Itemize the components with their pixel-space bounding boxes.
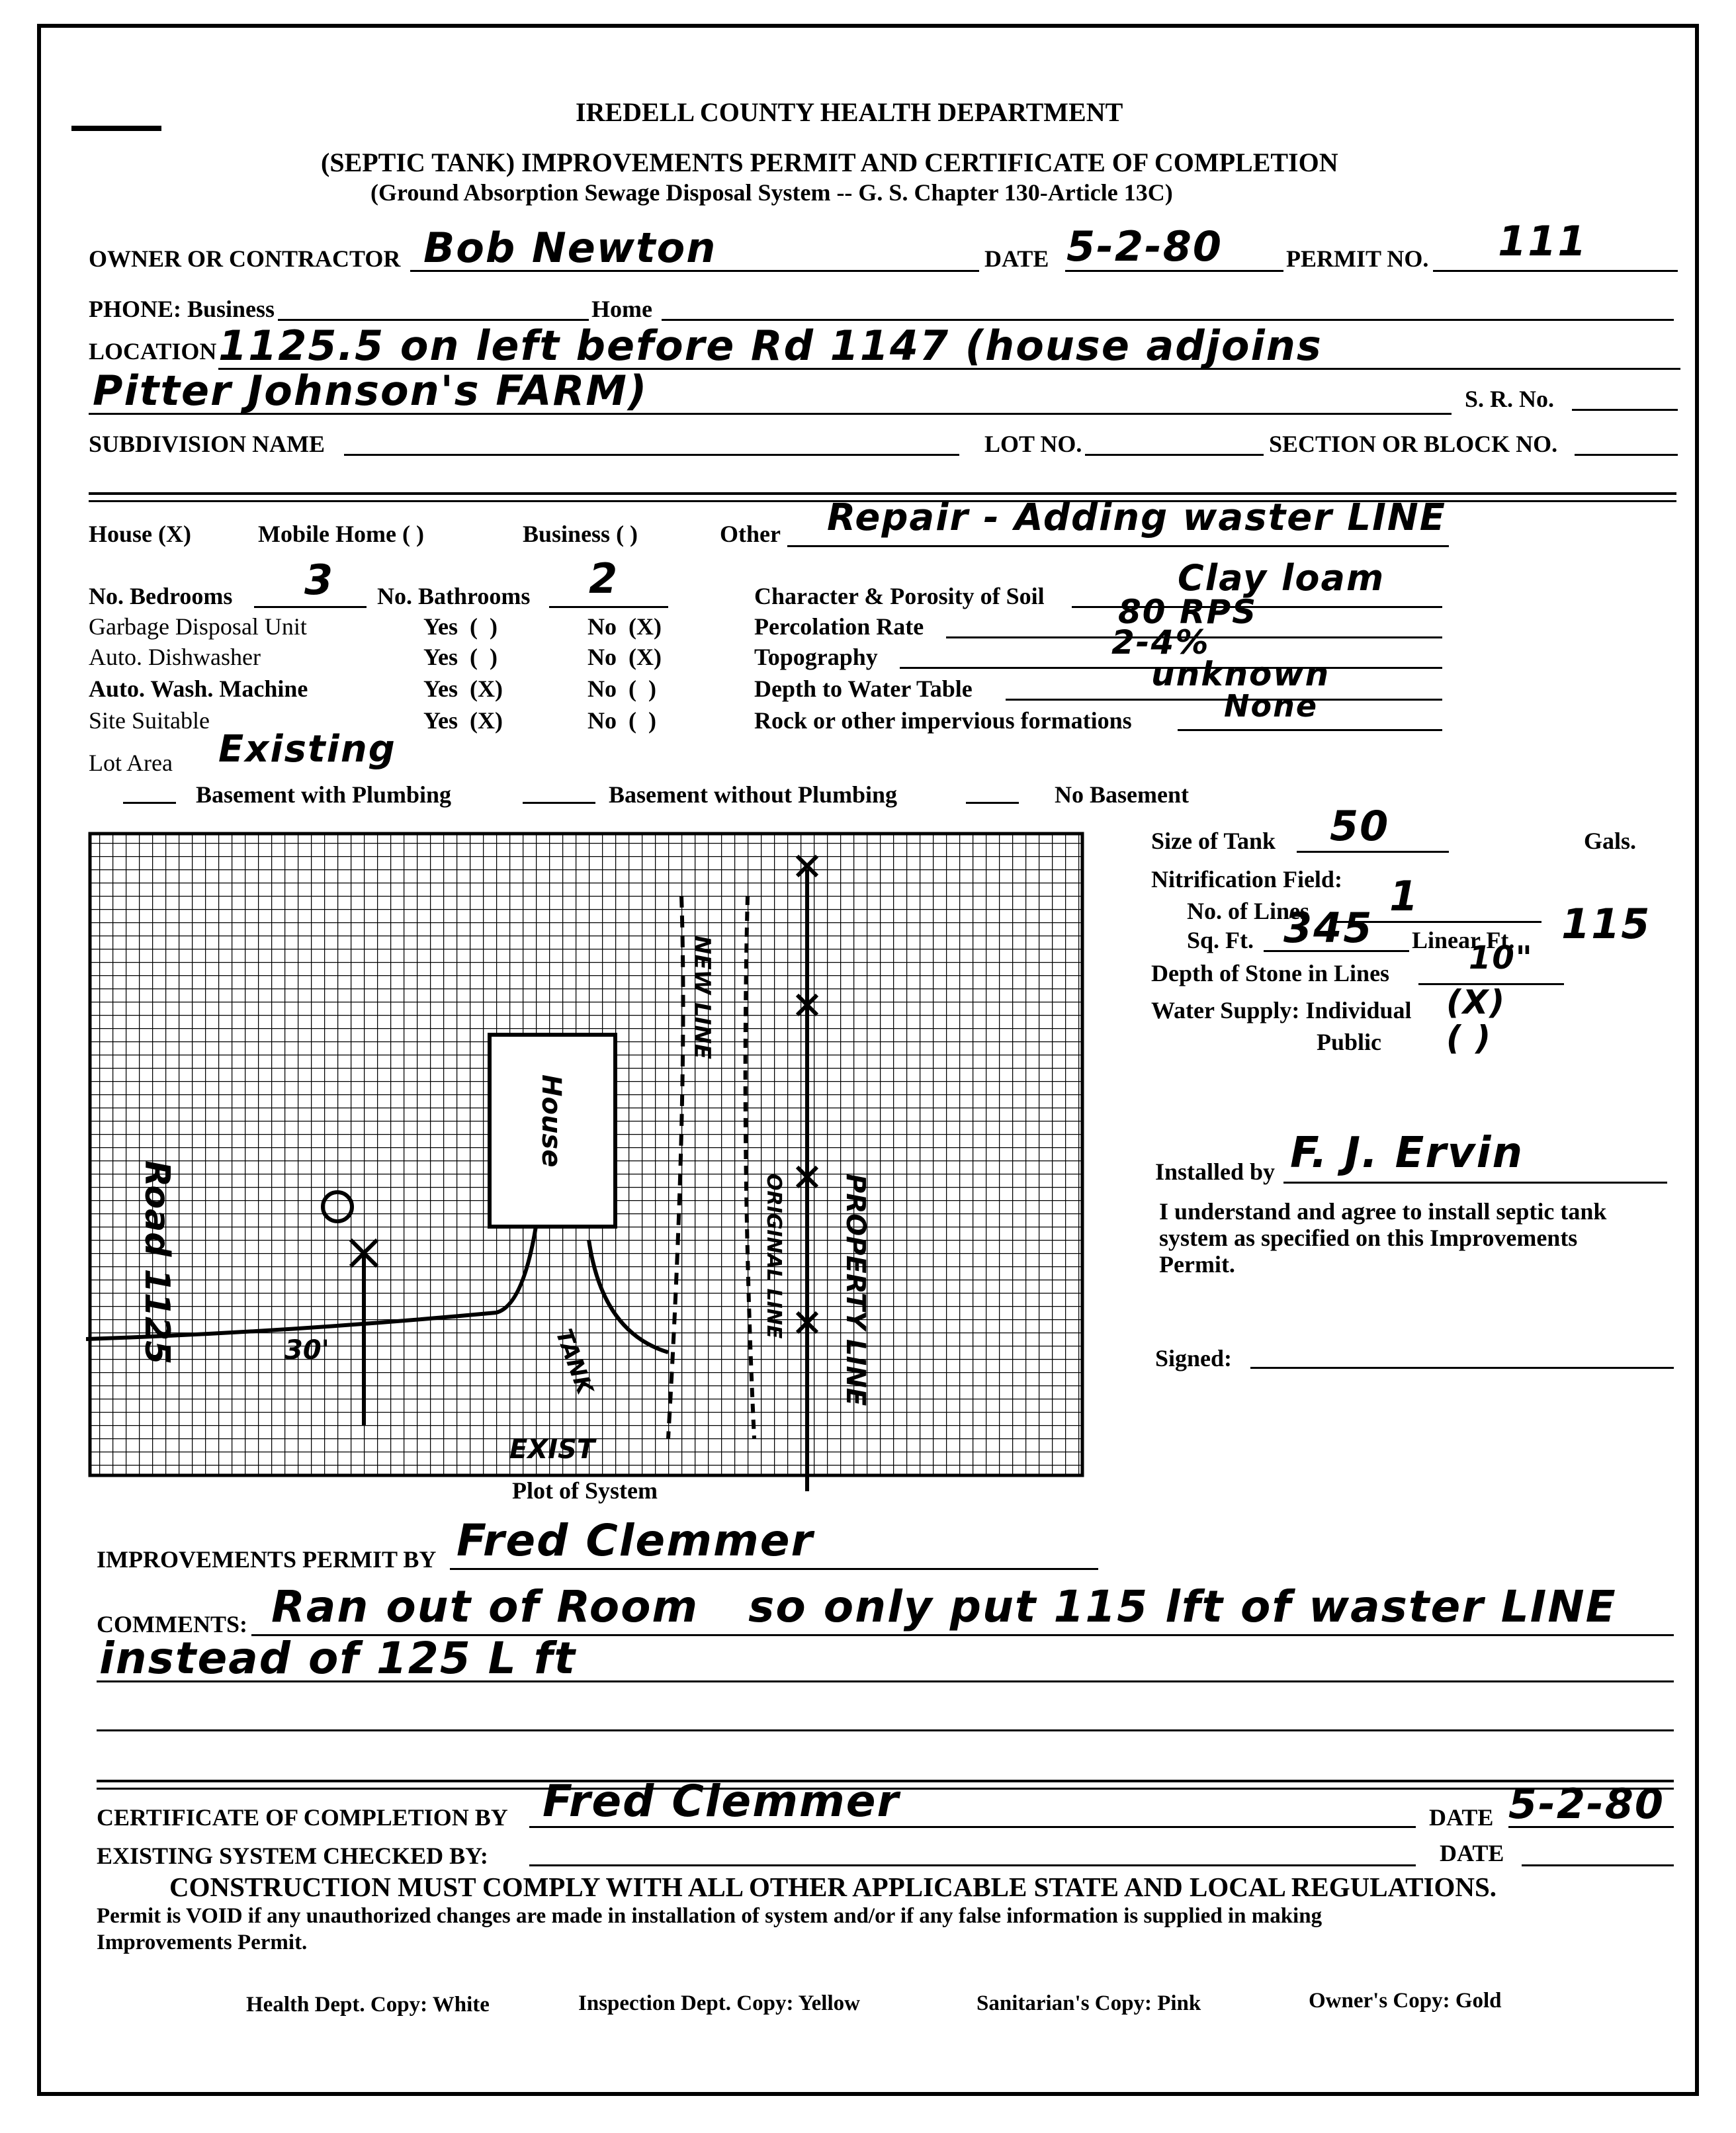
basement-plumbing-line: [123, 802, 176, 804]
rock-label: Rock or other impervious formations: [754, 707, 1132, 734]
location-value-1: 1125.5 on left before Rd 1147 (house adjoins: [218, 322, 1323, 370]
certificate-value: Fred Clemmer: [542, 1776, 900, 1827]
phone-business-line: [278, 319, 589, 321]
existing-date-line: [1522, 1864, 1674, 1866]
date-value: 5-2-80: [1066, 222, 1223, 271]
lot-no-label: LOT NO.: [984, 431, 1082, 457]
stone-depth-label: Depth of Stone in Lines: [1151, 960, 1390, 986]
existing-label: EXISTING SYSTEM CHECKED BY:: [97, 1843, 488, 1869]
certificate-date-value: 5-2-80: [1508, 1780, 1665, 1828]
sr-label: S. R. No.: [1465, 386, 1555, 412]
form-subtitle: (Ground Absorption Sewage Disposal System -- G. S. Chapter 130-Article 13C): [370, 179, 1173, 206]
void-notice-1: Permit is VOID if any unauthorized changes are made in installation of system and/or if any false information is supplied in making: [97, 1904, 1323, 1928]
divider-top: [89, 492, 1676, 495]
install-statement-3: Permit.: [1159, 1251, 1235, 1278]
signed-label: Signed:: [1155, 1345, 1233, 1371]
subdivision-line: [344, 454, 959, 456]
certificate-date-label: DATE: [1429, 1804, 1494, 1831]
dishwasher-label: Auto. Dishwasher: [89, 644, 261, 670]
plot-new-line-note: NEW LINE: [689, 936, 715, 1060]
soil-label: Character & Porosity of Soil: [754, 583, 1045, 609]
comments-value-1: Ran out of Room so only put 115 lft of waster LINE: [271, 1581, 1617, 1632]
plot-property-note: PROPERTY LINE: [840, 1174, 871, 1407]
permit-label: PERMIT NO.: [1286, 245, 1429, 272]
site-label: Site Suitable: [89, 707, 210, 734]
bathrooms-line: [549, 606, 668, 608]
comments-value-2: instead of 125 L ft: [99, 1633, 577, 1684]
tank-size-value: 50: [1330, 802, 1390, 850]
rock-value: None: [1224, 688, 1319, 724]
plot-original-line-note: ORIGINAL LINE: [762, 1174, 785, 1339]
nitrification-label: Nitrification Field:: [1151, 866, 1342, 892]
installed-by-label: Installed by: [1155, 1158, 1276, 1185]
public-mark: ( ): [1446, 1019, 1493, 1057]
plot-exist-note: EXIST: [509, 1434, 595, 1465]
owner-value: Bob Newton: [423, 224, 717, 272]
basement-with-plumbing: Basement with Plumbing: [196, 781, 452, 808]
permit-value: 111: [1498, 217, 1588, 265]
health-copy: Health Dept. Copy: White: [246, 1993, 490, 2017]
perc-label: Percolation Rate: [754, 613, 924, 640]
tank-size-line: [1297, 851, 1449, 853]
site-yes: Yes (X): [423, 707, 503, 734]
linear-value: 115: [1561, 900, 1651, 948]
no-basement: No Basement: [1055, 781, 1189, 808]
lot-area-label: Lot Area: [89, 750, 173, 776]
phone-label: PHONE: Business: [89, 296, 275, 322]
lot-area-value: Existing: [218, 728, 396, 771]
basement-no-plumbing-line: [523, 802, 595, 804]
department-title: IREDELL COUNTY HEALTH DEPARTMENT: [576, 97, 1123, 127]
water-table-label: Depth to Water Table: [754, 675, 973, 702]
subdivision-label: SUBDIVISION NAME: [89, 431, 326, 457]
install-statement-2: system as specified on this Improvements: [1159, 1225, 1578, 1251]
individual-mark: (X): [1446, 983, 1506, 1022]
inspection-copy: Inspection Dept. Copy: Yellow: [578, 1991, 860, 2015]
bedrooms-line: [254, 606, 367, 608]
section-label: SECTION OR BLOCK NO.: [1269, 431, 1558, 457]
linear-label: Linear Ft.: [1412, 927, 1515, 953]
house-option: House (X): [89, 521, 191, 547]
sqft-label: Sq. Ft.: [1187, 927, 1254, 953]
form-title: (SEPTIC TANK) IMPROVEMENTS PERMIT AND CERTIFICATE OF COMPLETION: [321, 148, 1338, 177]
sqft-value: 345: [1283, 904, 1373, 952]
sr-line: [1572, 409, 1678, 411]
plot-road-note: Road 1125: [137, 1160, 177, 1365]
sanitarian-copy: Sanitarian's Copy: Pink: [976, 1991, 1201, 2015]
other-value: Repair - Adding waster LINE: [827, 496, 1447, 539]
plot-distance-note: 30': [284, 1335, 329, 1366]
permit-by-label: IMPROVEMENTS PERMIT BY: [97, 1546, 437, 1573]
plot-tank-note: TANK: [550, 1325, 598, 1398]
installed-by-value: F. J. Ervin: [1290, 1129, 1524, 1178]
basement-without-plumbing: Basement without Plumbing: [609, 781, 898, 808]
section-line: [1575, 454, 1678, 456]
washer-yes: Yes (X): [423, 675, 503, 702]
dishwasher-yes: Yes ( ): [423, 644, 498, 670]
install-statement-1: I understand and agree to install septic tank: [1159, 1198, 1607, 1225]
topo-label: Topography: [754, 644, 878, 670]
existing-line: [529, 1864, 1416, 1866]
certificate-label: CERTIFICATE OF COMPLETION BY: [97, 1804, 508, 1831]
rock-line: [1178, 729, 1442, 731]
void-notice-2: Improvements Permit.: [97, 1931, 308, 1954]
permit-by-line: [450, 1568, 1098, 1570]
stone-depth-value: 10": [1469, 939, 1534, 977]
water-supply-label: Water Supply: Individual: [1151, 997, 1412, 1023]
permit-by-value: Fred Clemmer: [456, 1515, 814, 1566]
garbage-no: No (X): [587, 613, 662, 640]
construction-notice: CONSTRUCTION MUST COMPLY WITH ALL OTHER APPLICABLE STATE AND LOCAL REGULATIONS.: [169, 1872, 1497, 1902]
bedrooms-label: No. Bedrooms: [89, 583, 233, 609]
plot-of-system-grid: [86, 830, 1092, 1491]
owner-copy: Owner's Copy: Gold: [1309, 1989, 1502, 2013]
gals-label: Gals.: [1584, 828, 1637, 854]
plot-caption: Plot of System: [512, 1477, 658, 1504]
bathrooms-value: 2: [589, 554, 619, 603]
comments-line-3: [97, 1729, 1674, 1731]
comments-label: COMMENTS:: [97, 1611, 247, 1637]
bathrooms-label: No. Bathrooms: [377, 583, 531, 609]
installed-by-line: [1283, 1182, 1667, 1184]
margin-dash: [71, 126, 161, 131]
washer-no: No ( ): [587, 675, 656, 702]
site-no: No ( ): [587, 707, 656, 734]
dishwasher-no: No (X): [587, 644, 662, 670]
owner-label: OWNER OR CONTRACTOR: [89, 245, 401, 272]
no-basement-line: [966, 802, 1019, 804]
topo-value: 2-4%: [1111, 623, 1210, 662]
garbage-yes: Yes ( ): [423, 613, 498, 640]
lines-label: No. of Lines: [1187, 898, 1310, 924]
signed-line: [1250, 1367, 1674, 1369]
existing-date-label: DATE: [1440, 1840, 1504, 1866]
lot-no-line: [1085, 454, 1264, 456]
garbage-label: Garbage Disposal Unit: [89, 613, 307, 640]
washer-label: Auto. Wash. Machine: [89, 675, 308, 702]
date-label: DATE: [984, 245, 1049, 272]
soil-value: Clay loam: [1178, 557, 1385, 599]
location-label: LOCATION: [89, 338, 217, 365]
mobile-home-option: Mobile Home ( ): [258, 521, 424, 547]
other-line: [787, 545, 1449, 547]
location-value-2: Pitter Johnson's FARM): [93, 367, 648, 415]
plot-house-note: House: [536, 1074, 566, 1168]
phone-home-label: Home: [591, 296, 652, 322]
bedrooms-value: 3: [304, 556, 335, 604]
lines-value: 1: [1389, 872, 1420, 920]
perc-value: 80 RPS: [1118, 593, 1258, 631]
permit-line: [1433, 270, 1678, 272]
tank-size-label: Size of Tank: [1151, 828, 1276, 854]
other-label: Other: [720, 521, 781, 547]
public-label: Public: [1317, 1029, 1382, 1055]
business-option: Business ( ): [523, 521, 638, 547]
phone-home-line: [662, 319, 1674, 321]
water-table-value: unknown: [1151, 655, 1330, 693]
